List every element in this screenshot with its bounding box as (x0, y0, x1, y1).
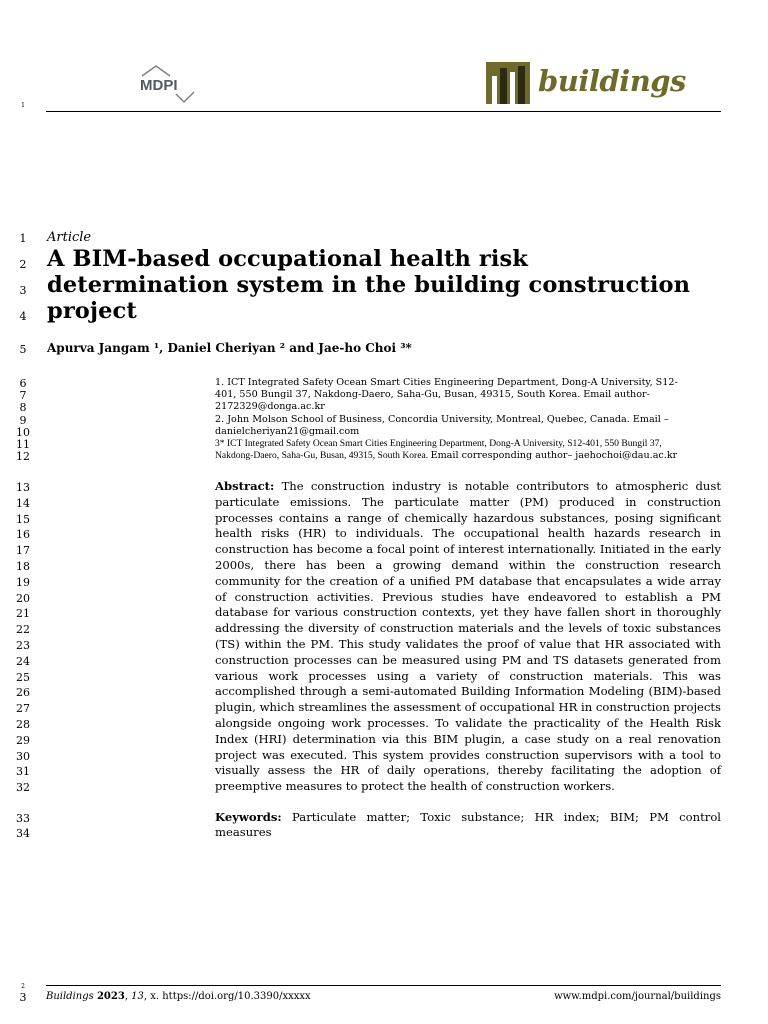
line-number: 26 (16, 686, 30, 699)
line-number: 23 (16, 639, 30, 652)
abstract-line: various work processes using a variety of construction materials. This was (215, 669, 721, 683)
abstract-line: health risks (HR) to individuals. The occupational health hazards research in (215, 526, 721, 540)
line-number: 5 (19, 343, 27, 356)
affiliation-line: 1. ICT Integrated Safety Ocean Smart Cities Engineering Department, Dong-A University, S12- (215, 377, 678, 388)
line-number: 17 (16, 544, 30, 557)
line-number: 2 (19, 258, 27, 271)
line-number: 24 (16, 655, 30, 668)
abstract-line: particulate emissions. The particulate matter (PM) produced in construction (215, 495, 721, 509)
line-number: 19 (16, 576, 30, 589)
line-number: 30 (16, 750, 30, 763)
corresponding-email[interactable]: Email corresponding author– jaehochoi@dau.ac.kr (430, 450, 678, 461)
affiliation-line: 2. John Molson School of Business, Concordia University, Montreal, Quebec, Canada. Email – (215, 414, 669, 425)
line-number: 13 (16, 481, 30, 494)
abstract-line: construction has become a focal point of interest internationally. Initiated in the early (215, 542, 721, 556)
line-number: 9 (19, 414, 27, 427)
affiliation-email[interactable]: danielcheriyan21@gmail.com (215, 426, 360, 437)
footer-doi[interactable]: , x. https://doi.org/10.3390/xxxxx (143, 991, 311, 1002)
author-list: Apurva Jangam ¹, Daniel Cheriyan ² and Jae-ho Choi ³* (47, 341, 412, 355)
keywords-text: Particulate matter; Toxic substance; HR index; BIM; PM control (292, 810, 722, 824)
keywords-label: Keywords: (215, 810, 282, 824)
journal-name: buildings (538, 64, 686, 98)
affiliation-line: 401, 550 Bungil 37, Nakdong-Daero, Saha-Gu, Busan, 49315, South Korea. Email author- (215, 389, 650, 400)
line-number: 27 (16, 702, 30, 715)
line-number: 1 (19, 232, 27, 245)
footer-journal: Buildings (46, 991, 94, 1002)
line-number: 33 (16, 812, 30, 825)
line-number: 8 (19, 401, 27, 414)
abstract-line: Index (HRI) determination via this BIM plugin, a case study on a real renovation (215, 732, 721, 746)
footer-citation: Buildings 2023, 13, x. https://doi.org/10.3390/xxxxx (46, 991, 311, 1002)
line-number: 22 (16, 623, 30, 636)
abstract-line: community for the creation of a unified PM database that encapsulates a wide array (215, 574, 721, 588)
abstract-line: plugin, which streamlines the assessment of occupational HR in construction projects (215, 700, 721, 714)
title-line-1: A BIM-based occupational health risk (47, 246, 528, 272)
abstract-line (215, 479, 721, 495)
line-number: 3 (19, 991, 27, 1004)
line-number: 31 (16, 765, 30, 778)
line-number: 4 (19, 310, 27, 323)
abstract-line: accomplished through a semi-automated Building Information Modeling (BIM)-based (215, 684, 721, 698)
title-line-3: project (47, 298, 137, 324)
footer-rule (46, 985, 721, 986)
abstract-line: of construction activities. Previous studies have endeavored to establish a PM (215, 590, 721, 604)
abstract-line: 2000s, there has been a growing demand within the construction research (215, 558, 721, 572)
abstract-line: processes contains a range of chemically hazardous substances, posing significant (215, 511, 721, 525)
line-number: 15 (16, 513, 30, 526)
abstract-text: The construction industry is notable contributors to atmospheric dust (281, 479, 721, 493)
abstract-label: Abstract: (215, 479, 275, 493)
affiliation-line: 3* ICT Integrated Safety Ocean Smart Cities Engineering Department, Dong-A University, S12-401, 550 Bungil 37, (215, 438, 662, 449)
line-number: 34 (16, 827, 30, 840)
line-number: 12 (16, 450, 30, 463)
affiliation-line-last (215, 450, 677, 462)
affiliation-address: Nakdong-Daero, Saha-Gu, Busan, 49315, South Korea. (215, 450, 429, 461)
buildings-journal-logo (486, 62, 722, 104)
abstract-line: alongside ongoing work processes. To validate the practicality of the Health Risk (215, 716, 721, 730)
title-line-2: determination system in the building construction (47, 272, 691, 298)
abstract-line: construction processes can be measured using PM and TS datasets generated from (215, 653, 721, 667)
header-rule (46, 111, 721, 112)
abstract-line: database for various construction contexts, yet they have fallen short in thoroughly (215, 605, 721, 619)
footer-journal-url[interactable]: www.mdpi.com/journal/buildings (554, 991, 721, 1002)
abstract-line: addressing the diversity of construction materials and the levels of toxic substances (215, 621, 721, 635)
affiliation-email[interactable]: 2172329@donga.ac.kr (215, 401, 325, 412)
article-type-label: Article (47, 230, 92, 245)
line-number: 32 (16, 781, 30, 794)
mdpi-logo (136, 64, 196, 104)
line-number: 16 (16, 528, 30, 541)
line-number: 6 (19, 377, 27, 390)
line-number: 21 (16, 607, 30, 620)
keywords-line (215, 810, 721, 826)
keywords-line: measures (215, 825, 272, 839)
line-number-tiny: 2 (21, 983, 25, 990)
line-number: 25 (16, 671, 30, 684)
line-number: 10 (16, 426, 30, 439)
line-number: 14 (16, 497, 30, 510)
abstract-line: (TS) within the PM. This study validates the proof of value that HR associated with (215, 637, 721, 651)
footer-year: 2023 (96, 991, 125, 1002)
abstract-line: preemptive measures to protect the health of construction workers. (215, 779, 615, 793)
abstract-line: visually assess the HR of daily operations, thereby facilitating the adoption of (215, 763, 721, 777)
line-number: 7 (19, 389, 27, 402)
footer-volume: 13 (131, 991, 144, 1002)
line-number: 28 (16, 718, 30, 731)
line-number: 11 (16, 438, 30, 451)
abstract-line: project was executed. This system provides construction supervisors with a tool to (215, 748, 721, 762)
line-number: 20 (16, 592, 30, 605)
line-number: 18 (16, 560, 30, 573)
line-number: 3 (19, 284, 27, 297)
line-number-tiny: 1 (21, 102, 25, 109)
mdpi-logo-text: MDPI (140, 77, 178, 94)
line-number: 29 (16, 734, 30, 747)
